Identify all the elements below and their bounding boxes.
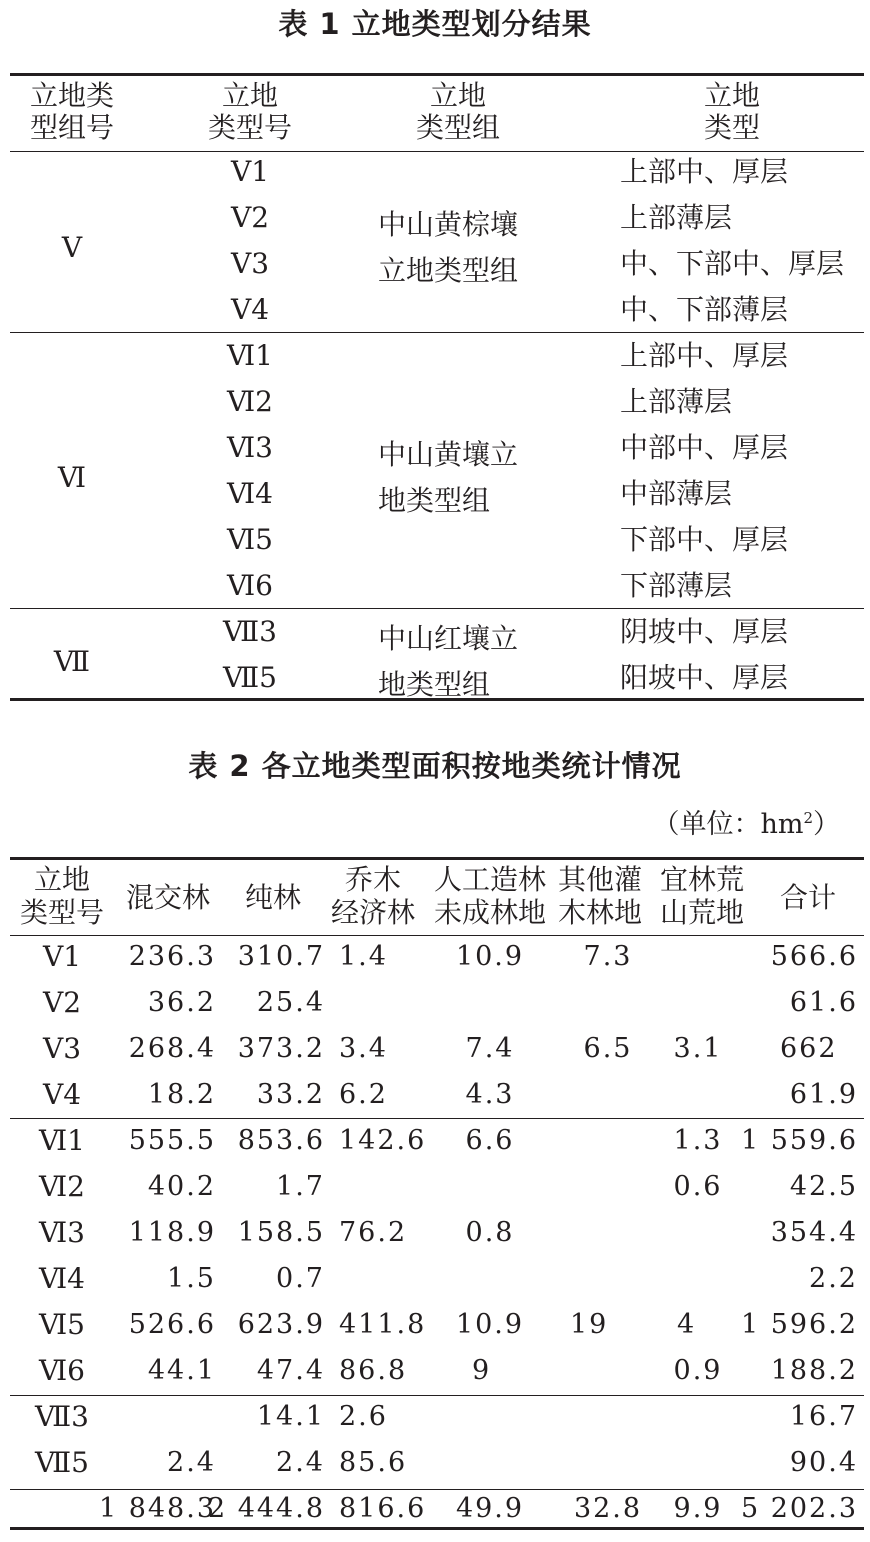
table2-row-cell: 236.3: [128, 941, 216, 972]
table2-row-cell: 1.3: [673, 1125, 723, 1156]
table2-header-cell: 类型号: [19, 896, 105, 929]
table1-type-name: 中、下部中、厚层: [620, 247, 845, 280]
table2-row-cell: 0.9: [673, 1355, 723, 1386]
table2-row-cell: 1 559.6: [740, 1125, 858, 1156]
table2-row-cell: 0.7: [276, 1263, 325, 1294]
table2-row-cell: 1.4: [339, 941, 388, 972]
table2-row-cell: 61.9: [789, 1079, 858, 1110]
table2-total-rule: [10, 1489, 864, 1490]
table1-type-code: Ⅴ4: [230, 293, 270, 326]
table2-row-cell: 85.6: [339, 1447, 408, 1478]
table1-type-name: 中部薄层: [620, 477, 733, 510]
table2-row-cell: 268.4: [128, 1033, 216, 1064]
table2-header-cell: 未成林地: [433, 896, 547, 929]
table2-row-cell: 2.6: [339, 1401, 388, 1432]
table2-row-cell: 142.6: [339, 1125, 427, 1156]
table1-type-name: 上部中、厚层: [620, 155, 789, 188]
table2-row-cell: 90.4: [789, 1447, 858, 1478]
table2-row-cell: 47.4: [256, 1355, 325, 1386]
table1-type-code: Ⅵ2: [227, 385, 273, 418]
table2-row-cell: 4.3: [465, 1079, 515, 1110]
table1-header-cell: 类型组: [415, 111, 501, 144]
table2-header-rule: [10, 935, 864, 936]
table2-title: 表 2 各立地类型面积按地类统计情况: [188, 749, 682, 783]
table1-header-cell: 类型: [703, 111, 761, 144]
table2-header-cell: 立地: [33, 863, 91, 896]
table2-header-cell: 人工造林: [433, 863, 547, 896]
table1-type-name: 中部中、厚层: [620, 431, 789, 464]
table2-row-cell: 354.4: [770, 1217, 858, 1248]
table2-header-cell: 纯林: [244, 881, 302, 914]
table1-type-code: Ⅶ3: [223, 615, 277, 648]
table1-group-name: 中山黄壤立: [378, 438, 519, 471]
table1-header-cell: 立地: [429, 79, 487, 112]
table2-row-cell: 16.7: [789, 1401, 858, 1432]
table2-row-cell: 555.5: [128, 1125, 216, 1156]
table2-row-cell: 7.4: [465, 1033, 515, 1064]
table2-row-cell: 6.5: [583, 1033, 633, 1064]
table2-group-rule: [10, 1118, 864, 1119]
table1-type-code: Ⅶ5: [223, 661, 277, 694]
table2-row-cell: Ⅴ1: [42, 940, 82, 973]
table2-row-cell: 411.8: [339, 1309, 427, 1340]
table2-total-cell: 32.8: [573, 1493, 643, 1524]
table1-type-code: Ⅵ6: [227, 569, 273, 602]
table2-row-cell: 1 596.2: [740, 1309, 858, 1340]
table2-row-cell: 188.2: [770, 1355, 858, 1386]
table2-row-cell: 310.7: [237, 941, 325, 972]
table2-row-cell: Ⅵ2: [39, 1170, 85, 1203]
table2-row-cell: 76.2: [339, 1217, 408, 1248]
table1-header-rule: [10, 151, 864, 152]
table2-row-cell: 2.2: [809, 1263, 858, 1294]
table1-header-cell: 立地类: [29, 79, 115, 112]
table2-row-cell: 0.8: [465, 1217, 515, 1248]
table2-row-cell: 19: [570, 1309, 609, 1340]
table1-type-name: 下部中、厚层: [620, 523, 789, 556]
table2-row-cell: 25.4: [256, 987, 325, 1018]
table2-row-cell: Ⅵ5: [39, 1308, 85, 1341]
table2-total-cell: 9.9: [673, 1493, 723, 1524]
table2-row-cell: 526.6: [128, 1309, 216, 1340]
table2-row-cell: 18.2: [147, 1079, 216, 1110]
table1-type-name: 阳坡中、厚层: [620, 661, 789, 694]
table1-type-code: Ⅴ3: [230, 247, 270, 280]
table2-row-cell: 40.2: [147, 1171, 216, 1202]
table1-type-name: 上部中、厚层: [620, 339, 789, 372]
table1-top-rule: [10, 73, 864, 76]
table2-top-rule: [10, 857, 864, 860]
table2-header-cell: 经济林: [330, 896, 416, 929]
table2-row-cell: 373.2: [237, 1033, 325, 1064]
table2-row-cell: 86.8: [339, 1355, 408, 1386]
table1-type-code: Ⅴ1: [230, 155, 270, 188]
table2-row-cell: 2.4: [276, 1447, 325, 1478]
table2-row-cell: 1.7: [276, 1171, 325, 1202]
table2-row-cell: 3.1: [673, 1033, 723, 1064]
table2-row-cell: Ⅵ6: [39, 1354, 85, 1387]
table2-header-cell: 乔木: [344, 863, 402, 896]
table1-header-cell: 立地: [221, 79, 279, 112]
table2-row-cell: 36.2: [147, 987, 216, 1018]
table2-row-cell: 61.6: [789, 987, 858, 1018]
table2-row-cell: 10.9: [455, 1309, 525, 1340]
table2-row-cell: 566.6: [770, 941, 858, 972]
table2-header-cell: 木林地: [557, 896, 643, 929]
table2-total-cell: 49.9: [455, 1493, 525, 1524]
table2-row-cell: Ⅴ4: [42, 1078, 82, 1111]
table1-type-name: 下部薄层: [620, 569, 733, 602]
table1-type-code: Ⅵ4: [227, 477, 273, 510]
table2-row-cell: 118.9: [128, 1217, 216, 1248]
table2-row-cell: 6.2: [339, 1079, 388, 1110]
table1-header-cell: 型组号: [29, 111, 115, 144]
table2-row-cell: 33.2: [256, 1079, 325, 1110]
table1-type-code: Ⅴ2: [230, 201, 270, 234]
table1-group-rule: [10, 608, 864, 609]
table2-row-cell: 3.4: [339, 1033, 388, 1064]
table1-type-name: 上部薄层: [620, 385, 733, 418]
table2-row-cell: 7.3: [583, 941, 633, 972]
table2-row-cell: Ⅶ5: [35, 1446, 89, 1479]
table1-title: 表 1 立地类型划分结果: [278, 7, 592, 41]
table2-total-cell: 2 444.8: [207, 1493, 325, 1524]
table2-group-rule: [10, 1395, 864, 1396]
table2-row-cell: 853.6: [237, 1125, 325, 1156]
table2-row-cell: 10.9: [455, 941, 525, 972]
table2-row-cell: 4: [677, 1309, 697, 1340]
table2-row-cell: 14.1: [256, 1401, 325, 1432]
table2-row-cell: Ⅵ3: [39, 1216, 85, 1249]
table2-row-cell: 623.9: [237, 1309, 325, 1340]
table1-type-name: 中、下部薄层: [620, 293, 789, 326]
table2-row-cell: 158.5: [237, 1217, 325, 1248]
table2-row-cell: 0.6: [673, 1171, 723, 1202]
table1-group-name: 地类型组: [378, 668, 491, 701]
table2-row-cell: 662: [780, 1033, 838, 1064]
table2-row-cell: Ⅴ3: [42, 1032, 82, 1065]
table2-row-cell: 44.1: [147, 1355, 216, 1386]
table1-type-code: Ⅵ5: [227, 523, 273, 556]
table1-group-name: 中山红壤立: [378, 622, 519, 655]
table1-group-name: 中山黄棕壤: [378, 208, 519, 241]
table1-type-name: 阴坡中、厚层: [620, 615, 789, 648]
table2-total-cell: 1 848.3: [98, 1493, 216, 1524]
table2-header-cell: 山荒地: [659, 896, 745, 929]
table1-group-number: Ⅴ: [61, 231, 83, 264]
table1-header-cell: 立地: [703, 79, 761, 112]
table2-bottom-rule: [10, 1527, 864, 1530]
table2-row-cell: 42.5: [789, 1171, 858, 1202]
table2-row-cell: Ⅴ2: [42, 986, 82, 1019]
table1-group-name: 立地类型组: [378, 254, 519, 287]
table2-row-cell: Ⅵ4: [39, 1262, 85, 1295]
table1-type-name: 上部薄层: [620, 201, 733, 234]
table2-total-cell: 5 202.3: [740, 1493, 858, 1524]
table1-group-number: Ⅵ: [57, 461, 87, 494]
table1-type-code: Ⅵ1: [227, 339, 273, 372]
table2-header-cell: 宜林荒: [659, 863, 745, 896]
table2-row-cell: 9: [472, 1355, 492, 1386]
table2-row-cell: 1.5: [167, 1263, 216, 1294]
unit-note: （单位：$hm^2$）: [652, 809, 840, 840]
table1-group-number: Ⅶ: [53, 645, 91, 678]
table1-group-rule: [10, 332, 864, 333]
table2-row-cell: 2.4: [167, 1447, 216, 1478]
table1-header-cell: 类型号: [207, 111, 293, 144]
table2-header-cell: 混交林: [125, 881, 211, 914]
table1-group-name: 地类型组: [378, 484, 491, 517]
table2-row-cell: 6.6: [465, 1125, 515, 1156]
table2-header-cell: 合计: [779, 881, 837, 914]
table2-row-cell: Ⅶ3: [35, 1400, 89, 1433]
table2-row-cell: Ⅵ1: [39, 1124, 85, 1157]
table2-total-cell: 816.6: [339, 1493, 427, 1524]
table1-type-code: Ⅵ3: [227, 431, 273, 464]
table2-header-cell: 其他灌: [557, 863, 643, 896]
